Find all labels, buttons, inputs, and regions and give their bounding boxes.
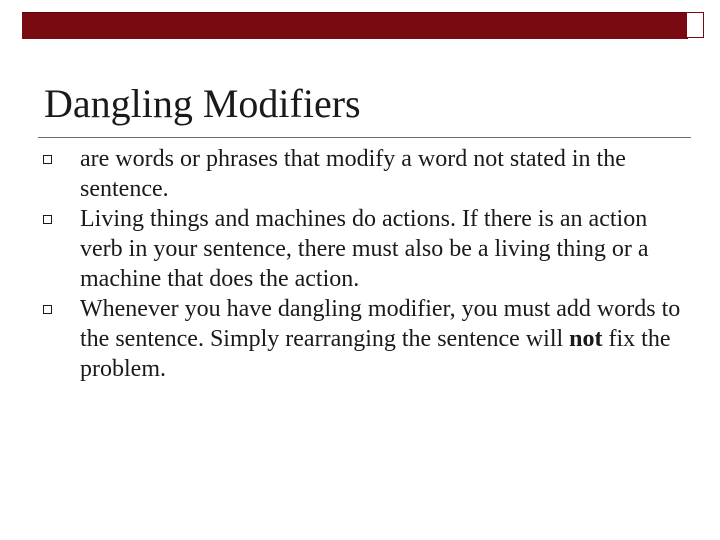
bullet-item <box>0 294 690 384</box>
bullet-list <box>0 144 690 384</box>
bullet-text: are words or phrases that modify a word not stated in the sentence. <box>80 146 626 202</box>
header-square <box>686 12 704 38</box>
bullet-text-emphasis: not <box>569 326 603 352</box>
bullet-text: Living things and machines do actions. If there is an action verb in your sentence, there must also be a living thing or a machine that does the action. <box>80 206 649 292</box>
hollow-square-bullet-icon <box>43 155 52 164</box>
bullet-text-before: Whenever you have dangling modifier, you must add words to the sentence. Simply rearranging the sentence will <box>80 296 681 352</box>
slide-title: Dangling Modifiers <box>44 81 361 126</box>
bullet-text-after: fix the problem. <box>80 326 671 382</box>
header-bar <box>22 12 688 39</box>
hollow-square-bullet-icon <box>43 305 52 314</box>
bullet-item <box>0 144 690 204</box>
hollow-square-bullet-icon <box>43 215 52 224</box>
title-divider <box>38 137 691 138</box>
bullet-item <box>0 204 690 294</box>
